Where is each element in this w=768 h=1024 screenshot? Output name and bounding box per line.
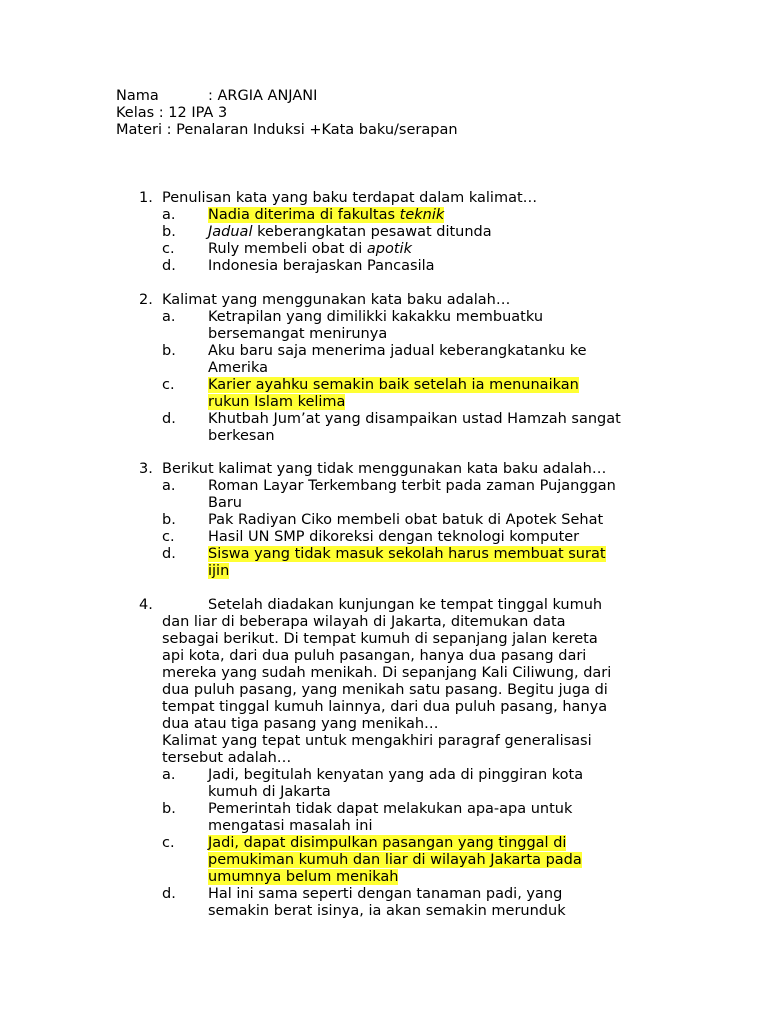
- highlighted-answer: [208, 207, 444, 223]
- paragraph-line: api kota, dari dua puluh pasangan, hanya dua pasang dari: [162, 648, 587, 664]
- option-text: [208, 377, 658, 411]
- option-letter: a.: [162, 309, 176, 325]
- option-line: Pemerintah tidak dapat melakukan apa-apa untuk: [208, 801, 573, 817]
- option-text: [208, 241, 658, 258]
- paragraph-line: dan liar di beberapa wilayah di Jakarta, ditemukan data: [162, 614, 566, 630]
- option-line: berkesan: [208, 428, 275, 444]
- option-letter: d.: [162, 886, 176, 902]
- highlighted-answer: Siswa yang tidak masuk sekolah harus membuat surat: [208, 546, 606, 562]
- option-text-italic: Jadual: [208, 224, 253, 240]
- option-line: Khutbah Jum’at yang disampaikan ustad Hamzah sangat: [208, 411, 621, 427]
- option-text: [208, 309, 658, 343]
- option-line: Roman Layar Terkembang terbit pada zaman Pujanggan: [208, 478, 616, 494]
- question-text: Berikut kalimat yang tidak menggunakan kata baku adalah…: [162, 461, 607, 477]
- option-text-italic: apotik: [366, 241, 412, 257]
- option-text: Indonesia berajaskan Pancasila: [208, 258, 435, 274]
- question-number: 3.: [139, 461, 153, 477]
- option-letter: a.: [162, 207, 176, 223]
- paragraph-line: sebagai berikut. Di tempat kumuh di sepanjang jalan kereta: [162, 631, 598, 647]
- option-letter: d.: [162, 411, 176, 427]
- option-letter: c.: [162, 377, 175, 393]
- highlighted-answer: pemukiman kumuh dan liar di wilayah Jakarta pada: [208, 852, 582, 868]
- paragraph-line: tempat tinggal kumuh lainnya, dari dua puluh pasang, hanya: [162, 699, 608, 715]
- option-letter: d.: [162, 258, 176, 274]
- nama-label: Nama: [116, 88, 159, 104]
- option-text: [208, 411, 658, 445]
- option-line: Ketrapilan yang dimilikki kakakku membuatku: [208, 309, 544, 325]
- header-kelas: Kelas : 12 IPA 3: [116, 105, 228, 121]
- option-text: [208, 207, 658, 224]
- option-letter: c.: [162, 241, 175, 257]
- option-text-part: keberangkatan pesawat ditunda: [252, 224, 492, 240]
- option-text: [208, 224, 658, 241]
- option-text: [208, 343, 658, 377]
- nama-value: : ARGIA ANJANI: [208, 88, 318, 104]
- option-line: Aku baru saja menerima jadual keberangkatanku ke: [208, 343, 587, 359]
- option-line: semakin berat isinya, ia akan semakin merunduk: [208, 903, 566, 919]
- option-letter: b.: [162, 801, 176, 817]
- highlighted-answer: umumnya belum menikah: [208, 869, 399, 885]
- option-text: [208, 767, 658, 801]
- question-paragraph: [162, 597, 652, 767]
- option-text: [208, 478, 658, 512]
- option-letter: c.: [162, 835, 175, 851]
- paragraph-line: tersebut adalah…: [162, 750, 292, 766]
- option-text: [208, 801, 658, 835]
- paragraph-line: dua atau tiga pasang yang menikah…: [162, 716, 439, 732]
- option-letter: a.: [162, 767, 176, 783]
- header-nama: [116, 88, 317, 105]
- question-number: 4.: [139, 597, 153, 613]
- option-line: kumuh di Jakarta: [208, 784, 331, 800]
- question-number: 1.: [139, 190, 153, 206]
- option-letter: c.: [162, 529, 175, 545]
- highlighted-answer: ijin: [208, 563, 230, 579]
- option-text-part: Ruly membeli obat di: [208, 241, 367, 257]
- highlighted-answer: Karier ayahku semakin baik setelah ia menunaikan: [208, 377, 579, 393]
- option-text-italic: teknik: [399, 207, 445, 223]
- paragraph-line: Setelah diadakan kunjungan ke tempat tinggal kumuh: [208, 597, 603, 613]
- option-text-part: Nadia diterima di fakultas: [208, 207, 400, 223]
- option-text: Hasil UN SMP dikoreksi dengan teknologi komputer: [208, 529, 580, 545]
- option-text: [208, 886, 658, 920]
- question-text: Penulisan kata yang baku terdapat dalam kalimat…: [162, 190, 538, 206]
- option-line: Hal ini sama seperti dengan tanaman padi, yang: [208, 886, 563, 902]
- option-line: bersemangat menirunya: [208, 326, 388, 342]
- header-materi: Materi : Penalaran Induksi +Kata baku/serapan: [116, 122, 458, 138]
- paragraph-line: mereka yang sudah menikah. Di sepanjang Kali Ciliwung, dari: [162, 665, 612, 681]
- highlighted-answer: rukun Islam kelima: [208, 394, 346, 410]
- option-line: Baru: [208, 495, 242, 511]
- paragraph-line: dua puluh pasang, yang menikah satu pasang. Begitu juga di: [162, 682, 608, 698]
- option-text: Pak Radiyan Ciko membeli obat batuk di Apotek Sehat: [208, 512, 604, 528]
- option-line: Jadi, begitulah kenyatan yang ada di pinggiran kota: [208, 767, 584, 783]
- paragraph-line: Kalimat yang tepat untuk mengakhiri paragraf generalisasi: [162, 733, 592, 749]
- option-line: Amerika: [208, 360, 268, 376]
- option-text: [208, 835, 658, 886]
- option-letter: b.: [162, 224, 176, 240]
- option-letter: b.: [162, 343, 176, 359]
- option-letter: a.: [162, 478, 176, 494]
- option-letter: d.: [162, 546, 176, 562]
- question-text: Kalimat yang menggunakan kata baku adalah…: [162, 292, 511, 308]
- option-line: mengatasi masalah ini: [208, 818, 373, 834]
- option-letter: b.: [162, 512, 176, 528]
- highlighted-answer: Jadi, dapat disimpulkan pasangan yang tinggal di: [208, 835, 567, 851]
- question-number: 2.: [139, 292, 153, 308]
- option-text: [208, 546, 658, 580]
